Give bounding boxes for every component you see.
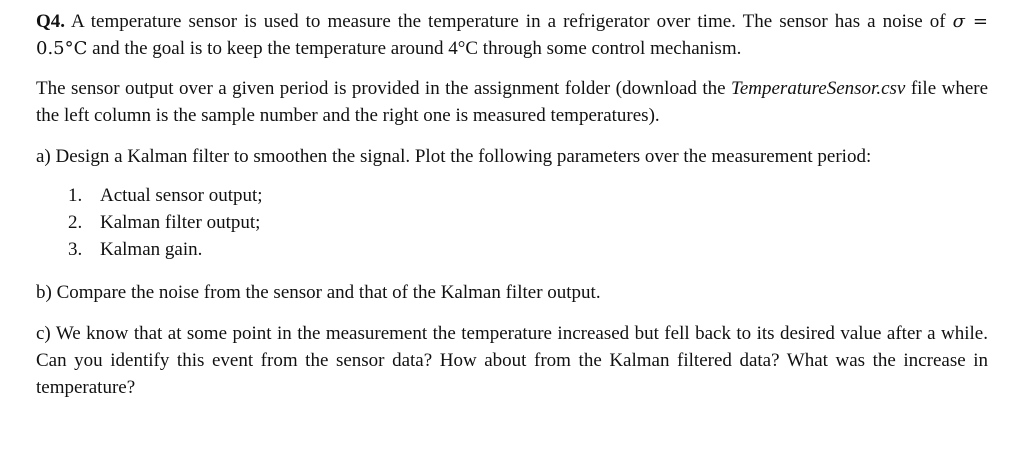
list-item-text: Actual sensor output; <box>100 185 263 206</box>
part-c-text: c) We know that at some point in the measurement the temperature increased but fell back to its desired value after a while. Can you identify this event from the sensor data? How about from the Kalman filtered data? What was the increase in temperature? <box>36 323 988 398</box>
list-item-number: 1. <box>68 185 83 206</box>
list-item <box>36 209 988 236</box>
intro-text-a: A temperature sensor is used to measure the temperature in a refrigerator over time. The sensor has a noise of <box>71 11 953 32</box>
part-a-text: a) Design a Kalman filter to smoothen the signal. Plot the following parameters over the measurement period: <box>36 146 872 167</box>
part-a-list <box>36 182 988 263</box>
file-name: TemperatureSensor.csv <box>731 78 906 99</box>
list-item-number: 2. <box>68 212 83 233</box>
list-item-text: Kalman filter output; <box>100 212 261 233</box>
question-document <box>36 8 988 401</box>
part-b-text: b) Compare the noise from the sensor and that of the Kalman filter output. <box>36 282 601 303</box>
question-label: Q4. <box>36 11 66 32</box>
list-item-text: Kalman gain. <box>100 239 203 260</box>
question-intro <box>36 8 988 62</box>
data-text-b: file where the left column is the sample number and the right one is measured temperatures). <box>36 78 989 126</box>
list-item <box>36 236 988 263</box>
sigma-value: = 0.5°C <box>36 11 988 59</box>
list-item-number: 3. <box>68 239 83 260</box>
data-text-a: The sensor output over a given period is provided in the assignment folder (download the <box>36 78 732 99</box>
intro-text-b: and the goal is to keep the temperature around 4°C through some control mechanism. <box>87 38 742 59</box>
data-description <box>36 75 988 129</box>
sigma-symbol: σ <box>952 11 965 32</box>
list-item <box>36 182 988 209</box>
